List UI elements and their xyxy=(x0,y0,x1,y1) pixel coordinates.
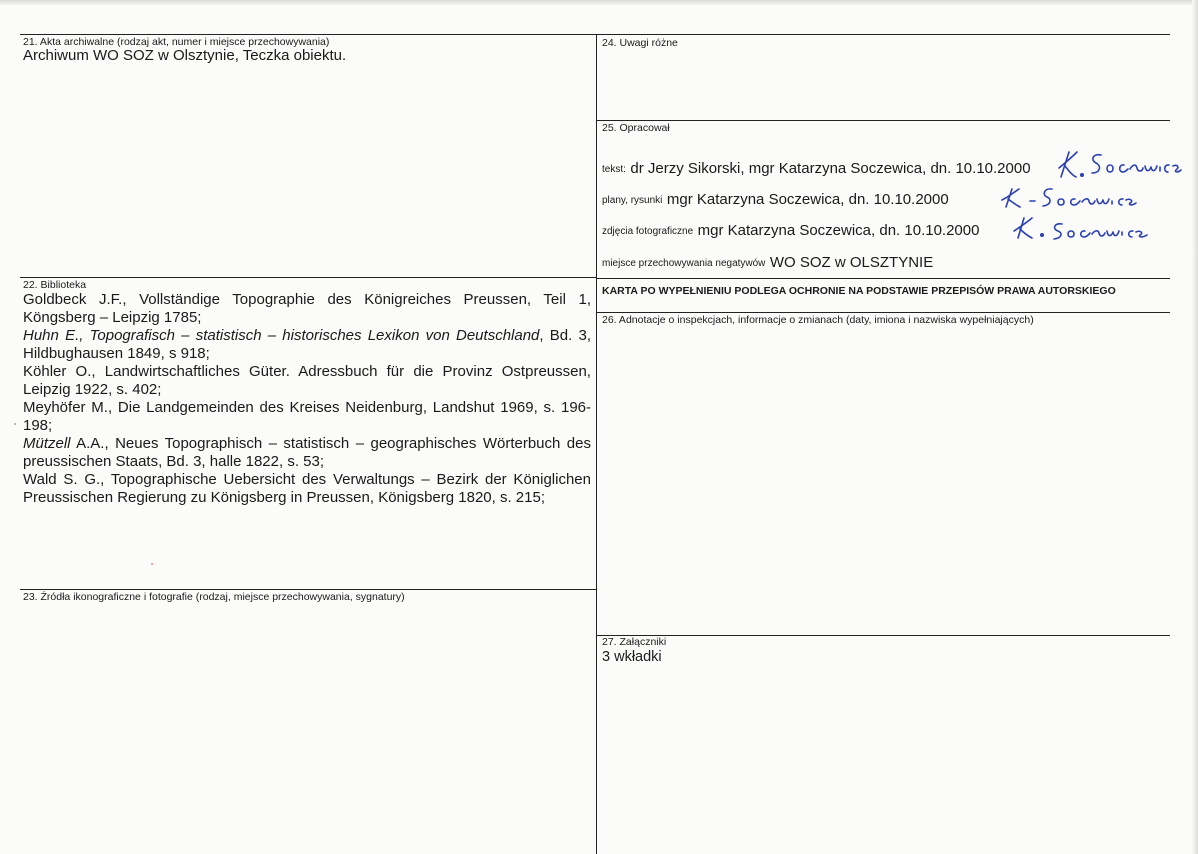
bibliography-entry: Köhler O., Landwirtschaftliches Güter. Adressbuch für die Provinz Ostpreussen, Leipzig 1922, s. 402; xyxy=(23,363,591,398)
bibliography-entry: Meyhöfer M., Die Landgemeinden des Kreises Neidenburg, Landshut 1969, s. 196-198; xyxy=(23,399,592,434)
plans-author-label: plany, rysunki xyxy=(602,195,663,206)
top-rule xyxy=(20,34,1170,35)
page-edge xyxy=(1192,0,1198,854)
section-23-label: 23. Źródła ikonograficzne i fotografie (rodzaj, miejsce przechowywania, sygnatury) xyxy=(23,591,405,603)
plans-author-row xyxy=(602,191,949,209)
section-21-label: 21. Akta archiwalne (rodzaj akt, numer i miejsce przechowywania) xyxy=(23,36,330,48)
scan-speck xyxy=(14,423,16,425)
section-27-label: 27. Załączniki xyxy=(602,636,667,648)
photos-author-row xyxy=(602,222,979,240)
section-24-label: 24. Uwagi różne xyxy=(602,37,678,49)
bibliography-list xyxy=(23,291,591,507)
photos-author-label: zdjęcia fotograficzne xyxy=(602,226,694,237)
signature-plans xyxy=(998,185,1138,213)
section-21-value: Archiwum WO SOZ w Olsztynie, Teczka obiektu. xyxy=(23,47,347,64)
scan-speck xyxy=(151,563,153,565)
column-divider xyxy=(596,34,597,854)
negatives-location-label: miejsce przechowywania negatywów xyxy=(602,258,766,269)
text-author-row xyxy=(602,160,1031,178)
rule-22-23 xyxy=(20,589,596,590)
text-author-label: tekst: xyxy=(602,164,626,175)
rule-26-27 xyxy=(596,635,1170,636)
bibliography-entry: Huhn E., Topografisch – statistisch – historisches Lexikon von Deutschland, Bd. 3, Hildbughausen 1849, s 918; xyxy=(23,327,592,362)
photos-author-value: mgr Katarzyna Soczewica, dn. 10.10.2000 xyxy=(697,222,980,239)
section-27-value: 3 wkładki xyxy=(602,649,662,665)
negatives-location-row xyxy=(602,254,933,272)
rule-24-25 xyxy=(596,120,1170,121)
bibliography-entry: Goldbeck J.F., Vollständige Topographie des Königreiches Preussen, Teil 1, Köngsberg – Leipzig 1785; xyxy=(23,291,592,326)
bibliography-entry: Mützell A.A., Neues Topographisch – statistisch – geographisches Wörterbuch des preussischen Staats, Bd. 3, halle 1822, s. 53; xyxy=(23,435,591,470)
signature-text xyxy=(1055,147,1183,181)
negatives-location-value: WO SOZ w OLSZTYNIE xyxy=(769,254,934,271)
section-26-label: 26. Adnotacje o inspekcjach, informacje o zmianach (daty, imiona i nazwiska wypełniających) xyxy=(602,314,1034,326)
rule-21-22 xyxy=(20,277,596,278)
text-author-value: dr Jerzy Sikorski, mgr Katarzyna Soczewica, dn. 10.10.2000 xyxy=(630,160,1031,177)
rule-25-notice xyxy=(596,278,1170,279)
signature-photos xyxy=(1008,214,1148,244)
page-edge xyxy=(0,0,1198,6)
rule-notice-26 xyxy=(596,312,1170,313)
plans-author-value: mgr Katarzyna Soczewica, dn. 10.10.2000 xyxy=(666,191,949,208)
section-25-label: 25. Opracował xyxy=(602,122,670,134)
bibliography-entry: Wald S. G., Topographische Uebersicht des Verwaltungs – Bezirk der Königlichen Preussischen Regierung zu Königsberg in Preussen, Königsberg 1820, s. 215; xyxy=(23,471,591,506)
section-22-label: 22. Biblioteka xyxy=(23,279,87,291)
copyright-notice: KARTA PO WYPEŁNIENIU PODLEGA OCHRONIE NA PODSTAWIE PRZEPISÓW PRAWA AUTORSKIEGO xyxy=(602,285,1116,297)
